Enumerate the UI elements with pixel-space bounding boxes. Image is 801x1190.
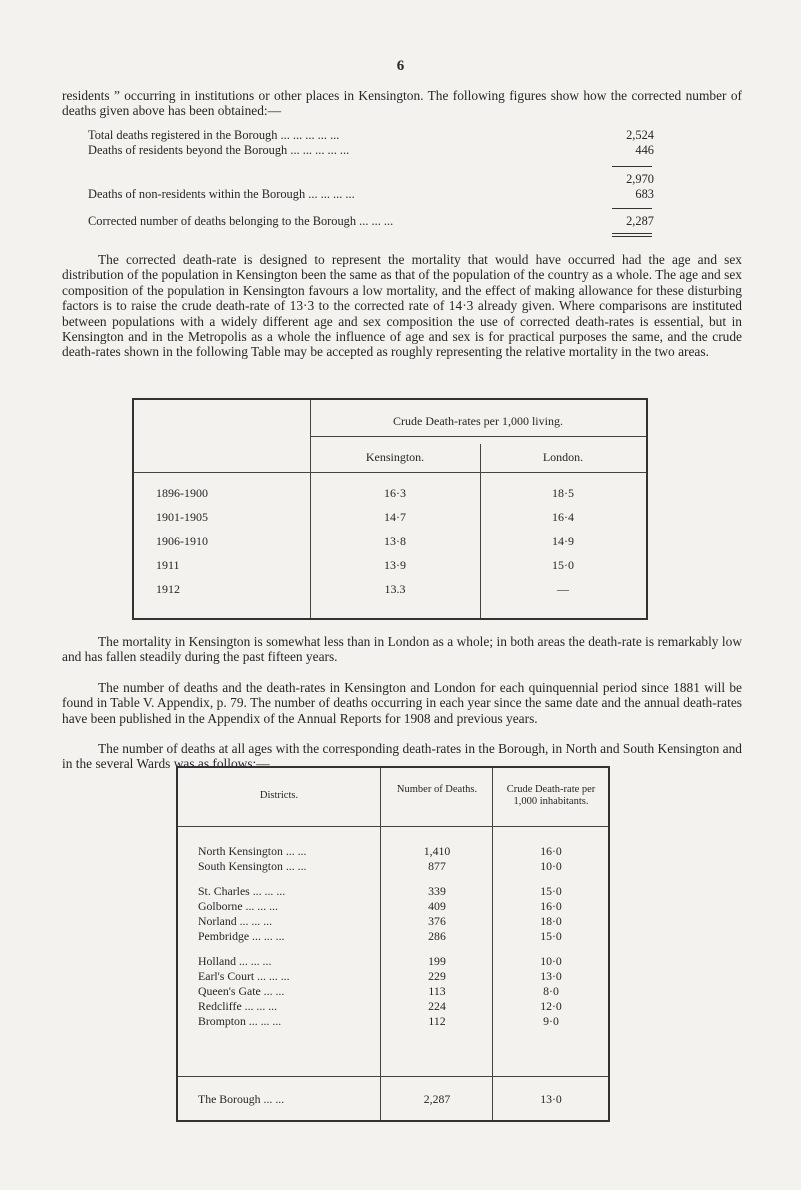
figure-value: 2,287: [626, 214, 654, 228]
district-name: Redcliffe ... ... ...: [198, 999, 278, 1013]
district-name: North Kensington ... ...: [198, 844, 307, 858]
london-rate-cell: 16·4: [552, 510, 574, 524]
london-rate-cell: 18·5: [552, 486, 574, 500]
column-header-london: London.: [542, 450, 584, 464]
total-double-rule: [612, 236, 652, 237]
quinquennial-paragraph: The number of deaths and the death-rates in Kensington and London for each quinquennial period since 1881 will be found in Table V. Appendix, p. 79. The number of deaths occurring in each year since the same date and the annual death-rates have been published in the Appendix of the Annual Reports for 1908 and previous years.: [62, 680, 742, 726]
wards-intro-paragraph: The number of deaths at all ages with the corresponding death-rates in the Borough, in North and South Kensington and in the several Wards was as follows:—: [62, 741, 742, 772]
figure-label: Deaths of non-residents within the Borough ... ... ... ...: [88, 187, 355, 201]
header-divider: [134, 472, 646, 473]
kensington-rate-cell: 14·7: [384, 510, 406, 524]
figure-row: [88, 172, 654, 187]
kensington-rate-cell: 13·8: [384, 534, 406, 548]
total-deaths: 2,287: [423, 1092, 451, 1106]
table-row: [178, 999, 608, 1013]
figure-value: 446: [635, 143, 654, 157]
figure-value: 2,970: [626, 172, 654, 186]
death-count: 376: [428, 914, 446, 928]
crude-death-rate-table: [132, 398, 648, 620]
london-rate-cell: 15·0: [552, 558, 574, 572]
wards-death-table: [176, 766, 610, 1122]
figure-row: [88, 187, 654, 202]
group-header: Crude Death-rates per 1,000 living.: [393, 414, 563, 428]
mortality-comparison-paragraph: The mortality in Kensington is somewhat less than in London as a whole; in both areas the death-rate is remarkably low and has fallen steadily during the past fifteen years.: [62, 634, 742, 665]
period-cell: 1912: [156, 582, 180, 596]
column-divider: [380, 768, 381, 1120]
total-name: The Borough ... ...: [198, 1092, 285, 1106]
death-rate: 10·0: [540, 859, 562, 873]
figure-label: Corrected number of deaths belonging to the Borough ... ... ...: [88, 214, 394, 228]
death-rate: 18·0: [540, 914, 562, 928]
figure-value: 2,524: [626, 128, 654, 142]
death-rate: 16·0: [540, 844, 562, 858]
figure-label: Deaths of residents beyond the Borough ... ... ... ... ...: [88, 143, 350, 157]
london-rate-cell: 14·9: [552, 534, 574, 548]
table-row: [178, 914, 608, 928]
page-number: 6: [396, 58, 405, 74]
intro-paragraph: residents ” occurring in institutions or other places in Kensington. The following figures show how the corrected number of deaths given above has been obtained:—: [62, 88, 742, 119]
death-rate: 10·0: [540, 954, 562, 968]
district-name: Norland ... ... ...: [198, 914, 273, 928]
district-name: Pembridge ... ... ...: [198, 929, 285, 943]
table-row: [178, 929, 608, 943]
death-count: 113: [428, 984, 446, 998]
district-name: Holland ... ... ...: [198, 954, 272, 968]
table-row: [178, 884, 608, 898]
period-cell: 1901-1905: [156, 510, 208, 524]
total-row: [178, 1092, 608, 1106]
district-name: Brompton ... ... ...: [198, 1014, 282, 1028]
figure-row: [88, 214, 654, 229]
death-rate: 12·0: [540, 999, 562, 1013]
death-rate: 15·0: [540, 884, 562, 898]
period-cell: 1896-1900: [156, 486, 208, 500]
district-name: Queen's Gate ... ...: [198, 984, 285, 998]
header-divider: [310, 436, 646, 437]
death-count: 112: [428, 1014, 446, 1028]
table-row: [178, 984, 608, 998]
corrected-rate-paragraph: The corrected death-rate is designed to represent the mortality that would have occurred had the age and sex distribution of the population in Kensington been the same as that of the population of the country as a whole. The age and sex composition of the population in Kensington favours a low mortality, and the effect of making allowance for these disturbing factors is to raise the crude death-rate of 13·3 to the corrected rate of 14·3 already given. Where comparisons are instituted between populations with a widely different age and sex composition the use of corrected death-rates is essential, but in Kensington and in the Metropolis as a whole the influence of age and sex is for practical purposes the same, and the crude death-rates shown in the following Table may be accepted as roughly representing the relative mortality in the two areas.: [62, 252, 742, 360]
death-count: 409: [428, 899, 446, 913]
period-cell: 1906-1910: [156, 534, 208, 548]
death-count: 877: [428, 859, 446, 873]
total-rate: 13·0: [540, 1092, 562, 1106]
total-divider: [178, 1076, 608, 1077]
kensington-rate-cell: 16·3: [384, 486, 406, 500]
death-rate: 16·0: [540, 899, 562, 913]
death-rate: 15·0: [540, 929, 562, 943]
figure-label: [88, 172, 594, 187]
kensington-rate-cell: 13.3: [384, 582, 406, 596]
district-name: Golborne ... ... ...: [198, 899, 278, 913]
table-row: [178, 1014, 608, 1028]
table-row: [178, 969, 608, 983]
death-count: 199: [428, 954, 446, 968]
death-count: 224: [428, 999, 446, 1013]
figure-row: [88, 143, 654, 158]
figure-row: [88, 128, 654, 143]
district-name: St. Charles ... ... ...: [198, 884, 286, 898]
table-row: [178, 954, 608, 968]
district-name: South Kensington ... ...: [198, 859, 307, 873]
total-double-rule: [612, 233, 652, 234]
period-cell: 1911: [156, 558, 180, 572]
column-header-rate: Crude Death-rate per 1,000 inhabitants.: [506, 784, 596, 807]
kensington-rate-cell: 13·9: [384, 558, 406, 572]
sum-rule: [612, 166, 652, 167]
death-count: 286: [428, 929, 446, 943]
table-row: [178, 899, 608, 913]
figure-label: Total deaths registered in the Borough ... ... ... ... ...: [88, 128, 340, 142]
header-divider: [178, 826, 608, 827]
london-rate-cell: —: [557, 582, 569, 596]
death-rate: 9·0: [543, 1014, 559, 1028]
figure-value: 683: [635, 187, 654, 201]
death-rate: 8·0: [543, 984, 559, 998]
sum-rule: [612, 208, 652, 209]
death-count: 339: [428, 884, 446, 898]
district-name: Earl's Court ... ... ...: [198, 969, 290, 983]
death-count: 229: [428, 969, 446, 983]
column-header-districts: Districts.: [259, 790, 299, 801]
column-header-kensington: Kensington.: [365, 450, 425, 464]
column-header-deaths: Number of Deaths.: [396, 784, 478, 795]
death-count: 1,410: [423, 844, 451, 858]
death-rate: 13·0: [540, 969, 562, 983]
table-row: [178, 844, 608, 858]
column-divider: [492, 768, 493, 1120]
table-row: [178, 859, 608, 873]
